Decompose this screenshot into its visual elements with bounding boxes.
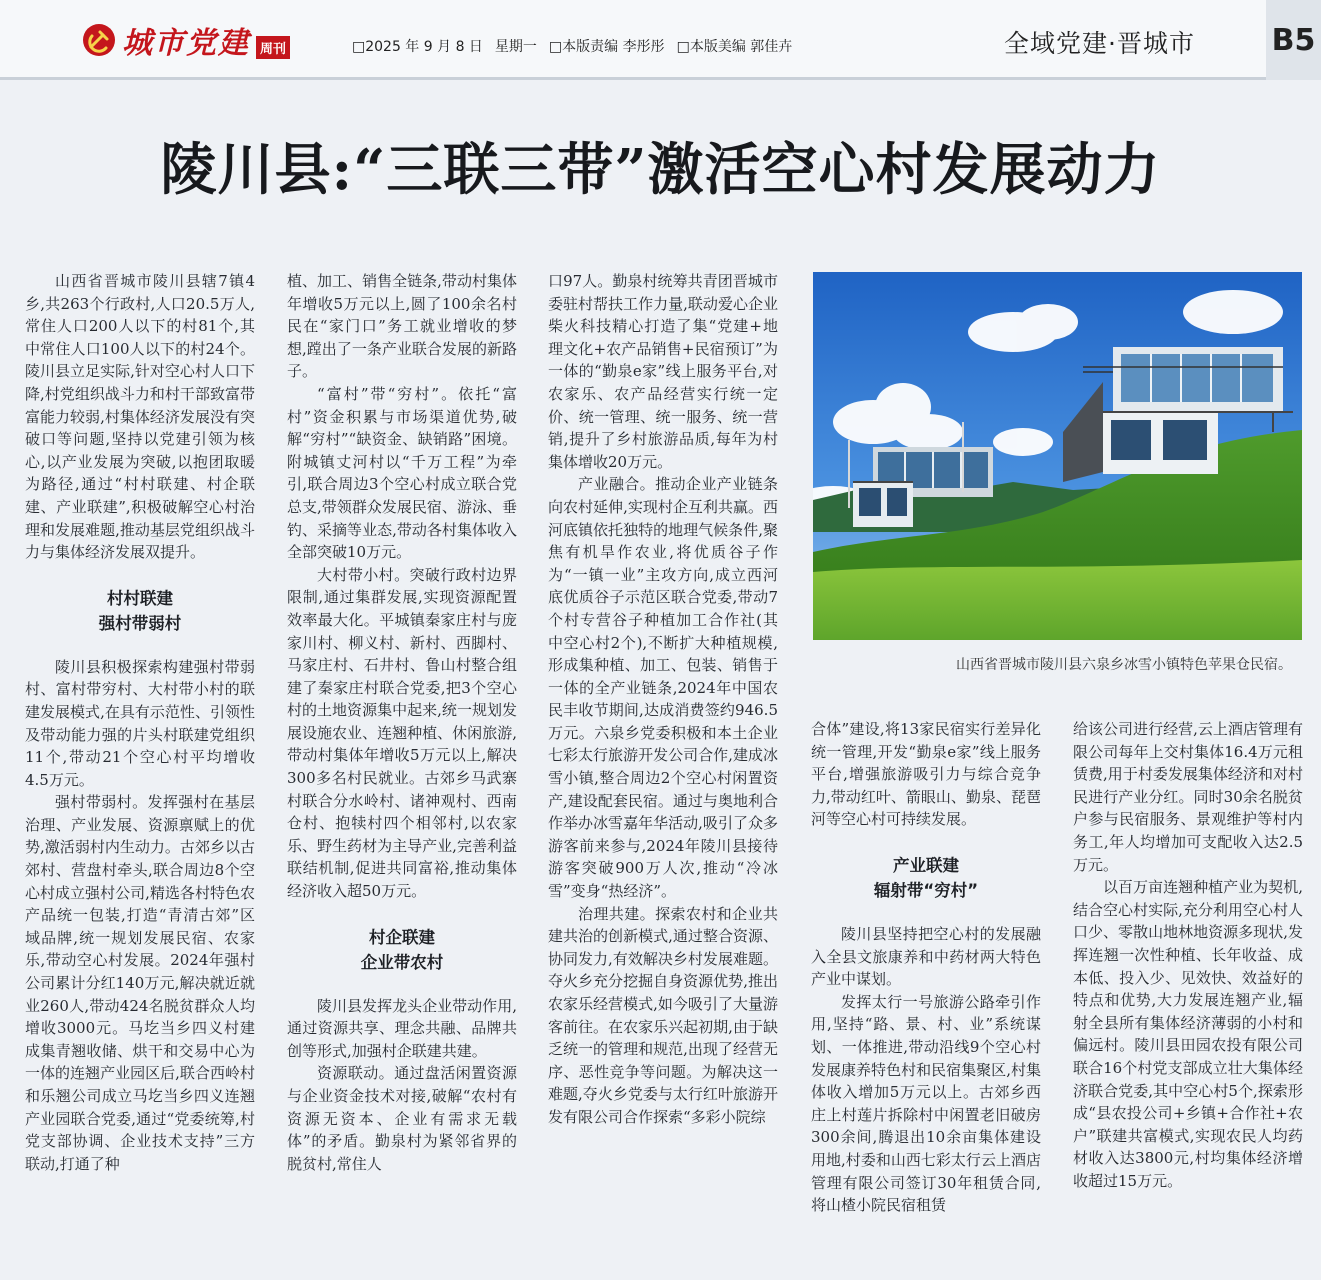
body-paragraph: “富村”带“穷村”。依托“富村”资金积累与市场渠道优势,破解“穷村”“缺资金、缺销路”困境。附城镇丈河村以“千万工程”为牵引,联合周边3个空心村成立联合党总支,带领群众发展民宿、游泳、垂钓、采摘等业态,带动各村集体收入全部突破10万元。 <box>287 384 517 562</box>
article-headline: 陵川县:“三联三带”激活空心村发展动力 <box>160 137 1161 203</box>
issue-date: □2025 年 9 月 8 日 <box>352 39 483 55</box>
article-column-5 <box>1073 718 1303 1192</box>
body-paragraph: 资源联动。通过盘活闲置资源与企业资金技术对接,破解“农村有资源无资本、企业有需求无载体”的矛盾。勤泉村为紧邻省界的脱贫村,常住人 <box>287 1064 517 1173</box>
editor-credit: □本版责编 李彤彤 <box>548 39 665 55</box>
body-paragraph: 强村带弱村。发挥强村在基层治理、产业发展、资源禀赋上的优势,激活弱村内生动力。古郊乡以古郊村、营盘村牵头,联合周边8个空心村成立强村公司,精选各村特色农产品统一包装,打造“青清古郊”区域品牌,统一规划发展民宿、农家乐,带动空心村发展。2024年强村公司累计分红140万元,解决就近就业260人,带动424名脱贫群众人均增收3000元。马圪当乡四义村建成集青翘收储、烘干和交易中心为一体的连翘产业园区后,联合西岭村和乐翘公司成立马圪当乡四义连翘产业园联合党委,通过“党委统筹,村党支部协调、企业技术支持”三方联动,打通了种 <box>25 793 255 1173</box>
body-paragraph: 给该公司进行经营,云上酒店管理有限公司每年上交村集体16.4万元租赁费,用于村委发展集体经济和对村民进行产业分红。同时30余名脱贫户参与民宿服务、景观维护等村内务工,年人均增加可支配收入达2.5万元。 <box>1073 720 1303 874</box>
subheading-line: 辐射带“穷村” <box>873 880 979 900</box>
logo-text: 城市党建 <box>122 26 250 61</box>
newspaper-logo <box>82 20 290 60</box>
issue-weekday: 星期一 <box>494 39 537 55</box>
section-name: 全域党建·晋城市 <box>1004 29 1195 58</box>
logo-tag: 周刊 <box>256 36 290 59</box>
subheading-line: 强村带弱村 <box>98 613 182 633</box>
body-paragraph: 以百万亩连翘种植产业为契机,结合空心村实际,充分利用空心村人口少、零散山地林地资源多现状,发挥连翘一次性种植、长年收益、成本低、投入少、见效快、效益好的特点和优势,大力发展连翘产业,辐射全县所有集体经济薄弱的小村和偏远村。陵川县田园农投有限公司联合16个村党支部成立壮大集体经济联合党委,其中空心村5个,探索形成“县农投公司+乡镇+合作社+农户”联建共富模式,实现农民人均药材收入达3800元,村均集体经济增收超过15万元。 <box>1073 878 1303 1190</box>
subheading <box>287 925 517 975</box>
page-number: B5 <box>1266 0 1321 80</box>
body-paragraph: 山西省晋城市陵川县辖7镇4乡,共263个行政村,人口20.5万人,常住人口200人以下的村81个,其中常住人口100人以下的村24个。陵川县立足实际,针对空心村人口下降,村党组织战斗力和村干部致富带富能力较弱,村集体经济发展没有突破口等问题,坚持以党建引领为核心,以产业发展为突破,以抱团取暖为路径,通过“村村联建、村企联建、产业联建”,积极破解空心村治理和发展难题,推动基层党组织战斗力与集体经济发展双提升。 <box>25 272 255 562</box>
subheading <box>25 586 255 636</box>
body-paragraph: 陵川县发挥龙头企业带动作用,通过资源共享、理念共融、品牌共创等形式,加强村企联建共建。 <box>287 996 517 1060</box>
body-paragraph: 陵川县积极探索构建强村带弱村、富村带穷村、大村带小村的联建发展模式,在具有示范性、引领性及带动能力强的片头村联建党组织11个,带动21个空心村平均增收4.5万元。 <box>25 657 255 789</box>
body-paragraph: 发挥太行一号旅游公路牵引作用,坚持“路、景、村、业”系统谋划、一体推进,带动沿线9个空心村发展康养特色村和民宿集聚区,村集体收入增加5万元以上。古郊乡西庄上村莲片拆除村中闲置老旧破房300余间,腾退出10余亩集体建设用地,村委和山西七彩太行云上酒店管理有限公司签订30年租赁合同,将山楂小院民宿租赁 <box>811 992 1041 1215</box>
designer-credit: □本版美编 郭佳卉 <box>676 39 793 55</box>
body-paragraph: 陵川县坚持把空心村的发展融入全县文旅康养和中药材两大特色产业中谋划。 <box>811 924 1041 989</box>
issue-meta <box>352 36 792 56</box>
article-column-2 <box>287 270 517 1175</box>
body-paragraph: 口97人。勤泉村统筹共青团晋城市委驻村帮扶工作力量,联动爱心企业柴火科技精心打造了集“党建+地理文化+农产品销售+民宿预订”为一体的“勤泉e家”线上服务平台,对农家乐、农产品经营实行统一定价、统一管理、统一服务、统一营销,提升了乡村旅游品质,每年为村集体增收20万元。 <box>548 272 778 471</box>
photo-caption: 山西省晋城市陵川县六泉乡冰雪小镇特色苹果仓民宿。 <box>956 657 1292 673</box>
body-paragraph: 植、加工、销售全链条,带动村集体年增收5万元以上,圆了100余名村民在“家门口”务工就业增收的梦想,蹚出了一条产业联合发展的新路子。 <box>287 272 517 381</box>
subheading-line: 村村联建 <box>107 588 173 608</box>
body-paragraph: 大村带小村。突破行政村边界限制,通过集群发展,实现资源配置效率最大化。平城镇秦家庄村与庞家川村、柳义村、新村、西脚村、马家庄村、石井村、鲁山村整合组建了秦家庄村联合党委,把3个空心村的土地资源集中起来,统一规划发展设施农业、连翘种植、休闲旅游,带动村集体年增收5万元以上,解决300多名村民就业。古郊乡马武寨村联合分水岭村、诸神观村、西南仓村、抱犊村四个相邻村,以农家乐、野生药材为主导产业,完善利益联结机制,促进共同富裕,推动集体经济收入超50万元。 <box>287 565 517 901</box>
subheading-line: 企业带农村 <box>360 952 444 972</box>
article-column-1 <box>25 270 255 1175</box>
body-paragraph: 治理共建。探索农村和企业共建共治的创新模式,通过整合资源、协同发力,有效解决乡村发展难题。夺火乡充分挖掘自身资源优势,推出农家乐经营模式,如今吸引了大量游客前往。在农家乐兴起初期,由于缺乏统一的管理和规范,出现了经营无序、恶性竞争等问题。为解决这一难题,夺火乡党委与太行红叶旅游开发有限公司合作探索“多彩小院综 <box>548 904 778 1126</box>
page-header <box>0 0 1321 80</box>
subheading <box>811 853 1041 903</box>
article-column-3 <box>548 270 778 1129</box>
container-homestay-photo <box>813 272 1302 640</box>
article-photo <box>813 272 1302 640</box>
body-paragraph: 合体”建设,将13家民宿实行差异化统一管理,开发“勤泉e家”线上服务平台,增强旅游吸引力与综合竞争力,带动红叶、箭眼山、勤泉、琵琶河等空心村可持续发展。 <box>811 720 1041 829</box>
hammer-sickle-icon <box>82 23 116 57</box>
article-column-4 <box>811 718 1041 1217</box>
subheading-line: 产业联建 <box>893 855 959 875</box>
body-paragraph: 产业融合。推动企业产业链条向农村延伸,实现村企互利共赢。西河底镇依托独特的地理气候条件,聚焦有机旱作农业,将优质谷子作为“一镇一业”主攻方向,成立西河底优质谷子示范区联合党委,带动7个村专营谷子种植加工合作社(其中空心村2个),不断扩大种植规模,形成集种植、加工、包装、销售于一体的全产业链条,2024年中国农民丰收节期间,达成消费签约946.5万元。六泉乡党委积极和本土企业七彩太行旅游开发公司合作,建成冰雪小镇,整合周边2个空心村闲置资产,建设配套民宿。通过与奥地利合作举办冰雪嘉年华活动,吸引了众多游客前来参与,2024年陵川县接待游客突破900万人次,推动“冷冰雪”变身“热经济”。 <box>548 475 778 901</box>
subheading-line: 村企联建 <box>369 927 435 947</box>
